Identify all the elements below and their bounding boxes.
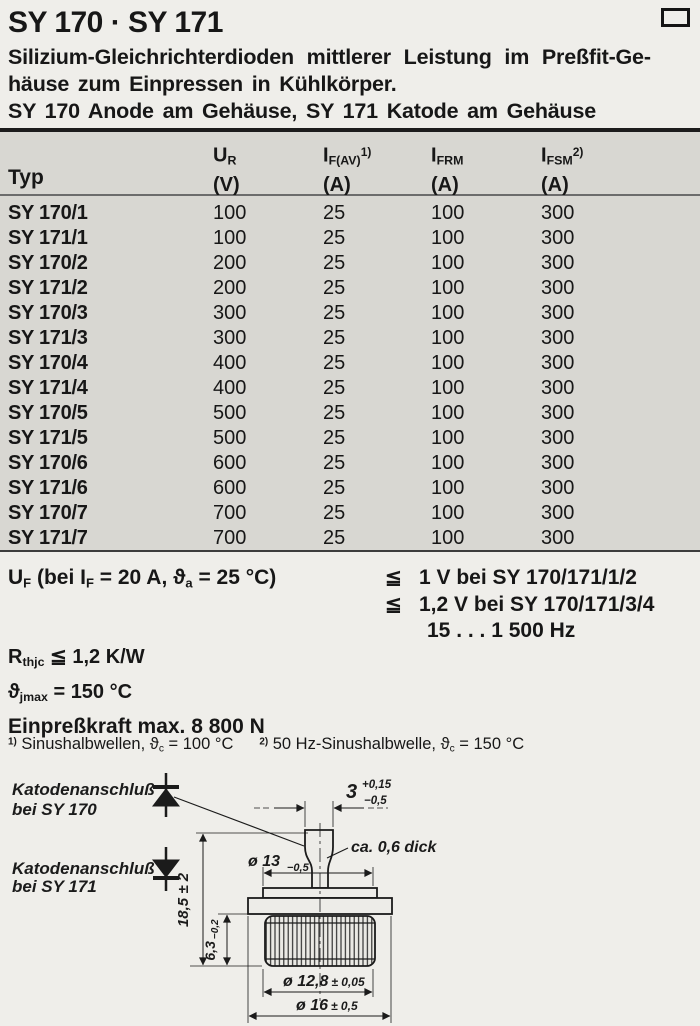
cell-ifsm: 300 (541, 202, 575, 224)
svg-text:ø 13: ø 13 (248, 853, 281, 870)
uf-value-line: ≦ 1,2 V bei SY 170/171/3/4 (385, 592, 654, 619)
package-drawing (0, 765, 700, 1026)
cell-typ: SY 171/3 (8, 327, 88, 349)
table-row (0, 401, 700, 426)
svg-text:ø 12,8± 0,05: ø 12,8 ± 0,05 (283, 973, 365, 990)
footnotes: $^{1)}$ Sinushalbwellen, $ϑ_c = 100$ °C $^{2)}$ 50 Hz-Sinushalbwelle, $ϑ_c = 150$ °C (8, 735, 525, 755)
corner-box-icon (661, 8, 690, 27)
table-row (0, 501, 700, 526)
table-row (0, 376, 700, 401)
column-header (431, 140, 541, 198)
cell-ifsm: 300 (541, 227, 575, 249)
cell-ifsm: 300 (541, 352, 575, 374)
press-force-line: Einpreßkraft max. 8 800 N (8, 715, 265, 739)
cell-ifsm: 300 (541, 427, 575, 449)
cell-ifav: 25 (323, 527, 346, 549)
cell-ifrm: 100 (431, 527, 465, 549)
cell-ifsm: 300 (541, 327, 575, 349)
table-header-row (0, 132, 700, 196)
cell-ifrm: 100 (431, 477, 465, 499)
cell-typ: SY 170/1 (8, 202, 88, 224)
cell-ifrm: 100 (431, 327, 465, 349)
page-title: SY 170 · SY 171 (8, 6, 223, 39)
cell-ifav: 25 (323, 252, 346, 274)
table-row (0, 526, 700, 551)
cell-ur: 500 (213, 402, 247, 424)
cell-ur: 700 (213, 502, 247, 524)
cell-ifav: 25 (323, 502, 346, 524)
cell-typ: SY 170/4 (8, 352, 88, 374)
footnote-marker: 2) (259, 736, 269, 748)
column-unit: (V) (213, 174, 240, 197)
cell-ifrm: 100 (431, 202, 465, 224)
column-symbol: $I_{FRM}$ (431, 144, 464, 168)
description (8, 44, 694, 125)
cell-typ: SY 171/1 (8, 227, 88, 249)
table-body (0, 196, 700, 551)
cell-ifsm: 300 (541, 377, 575, 399)
cell-ur: 200 (213, 252, 247, 274)
title-bar (8, 6, 692, 40)
cell-ifrm: 100 (431, 377, 465, 399)
table-row (0, 201, 700, 226)
diode-cathode-up-icon (153, 773, 179, 817)
svg-text:−0,5: −0,5 (364, 795, 387, 807)
cell-ifav: 25 (323, 327, 346, 349)
cell-ur: 100 (213, 227, 247, 249)
svg-text:6,3−0,2: $6,3_{-0,2}$ (202, 919, 221, 961)
uf-values (385, 565, 654, 644)
cell-ifav: 25 (323, 227, 346, 249)
ratings-table (0, 128, 700, 552)
cell-ifsm: 300 (541, 527, 575, 549)
table-row (0, 226, 700, 251)
leader-line (174, 797, 304, 846)
svg-text:3: 3 (346, 781, 358, 803)
cell-typ: SY 171/7 (8, 527, 88, 549)
uf-frequency-range: 15 . . . 1 500 Hz (427, 619, 576, 642)
svg-text:bei SY 170: bei SY 170 (12, 800, 97, 819)
cell-ifsm: 300 (541, 252, 575, 274)
cell-ur: 100 (213, 202, 247, 224)
cell-ifrm: 100 (431, 352, 465, 374)
cell-ifav: 25 (323, 477, 346, 499)
thickness-note: ca. 0,6 dick (351, 839, 437, 856)
rth-line: $R_{thjc}$ ≦ 1,2 K/W (8, 646, 145, 670)
column-unit: (A) (431, 174, 459, 197)
cell-ifrm: 100 (431, 302, 465, 324)
column-symbol: $U_R$ (213, 144, 237, 168)
cell-ifrm: 100 (431, 502, 465, 524)
cell-typ: SY 171/5 (8, 427, 88, 449)
footnote-marker: 1) (8, 736, 17, 748)
cell-ur: 300 (213, 302, 247, 324)
table-row (0, 351, 700, 376)
table-row (0, 326, 700, 351)
cell-ifav: 25 (323, 352, 346, 374)
cell-ifrm: 100 (431, 402, 465, 424)
cell-ifav: 25 (323, 277, 346, 299)
cell-ifav: 25 (323, 302, 346, 324)
description-line: häuse zum Einpressen in Kühlkörper. (8, 72, 397, 96)
svg-text:bei SY 171: bei SY 171 (12, 877, 97, 896)
column-header (323, 140, 431, 198)
table-column-headers (213, 140, 700, 198)
uf-condition: $U_F$ (bei $I_F = 20$ A, $ϑ_a = 25$ °C) (8, 566, 277, 591)
cell-ifrm: 100 (431, 452, 465, 474)
cell-typ: SY 170/2 (8, 252, 88, 274)
tjmax-line: $ϑ_{jmax} = 150$ °C (8, 681, 133, 705)
thermal-params (8, 642, 694, 742)
cell-typ: SY 171/6 (8, 477, 88, 499)
cell-ur: 400 (213, 352, 247, 374)
svg-text:+0,15: +0,15 (362, 779, 392, 791)
cell-ifsm: 300 (541, 452, 575, 474)
cell-ur: 700 (213, 527, 247, 549)
cell-ur: 200 (213, 277, 247, 299)
uf-value-line: ≦ 1 V bei SY 170/171/1/2 (385, 565, 654, 592)
svg-text:−0,5: −0,5 (287, 862, 309, 874)
description-line: SY 170 Anode am Gehäuse, SY 171 Katode am Gehäuse (8, 99, 596, 123)
column-symbol: $I_{F(AV)}^{1)}$ (323, 144, 372, 168)
cell-typ: SY 171/4 (8, 377, 88, 399)
column-header (213, 140, 323, 198)
cell-typ: SY 170/5 (8, 402, 88, 424)
cell-ifsm: 300 (541, 302, 575, 324)
cell-typ: SY 170/6 (8, 452, 88, 474)
cell-ifsm: 300 (541, 277, 575, 299)
description-line: Silizium-Gleichrichterdioden mittlerer Leistung im Preßfit-Ge- (8, 45, 651, 69)
leq-symbol: ≦ (385, 567, 402, 589)
typ-column-header: Typ (8, 166, 44, 189)
uf-section (8, 565, 694, 644)
table-row (0, 301, 700, 326)
table-row (0, 476, 700, 501)
leq-symbol: ≦ (385, 593, 402, 616)
cell-ifrm: 100 (431, 227, 465, 249)
cathode-label-sy171: Katodenanschluß (12, 859, 155, 878)
cell-typ: SY 170/3 (8, 302, 88, 324)
table-row (0, 451, 700, 476)
cell-ifrm: 100 (431, 427, 465, 449)
cell-ifrm: 100 (431, 252, 465, 274)
cathode-label-sy170: Katodenanschluß (12, 780, 155, 799)
cell-ifav: 25 (323, 402, 346, 424)
column-unit: (A) (541, 174, 569, 197)
table-row (0, 251, 700, 276)
cell-ifsm: 300 (541, 502, 575, 524)
cell-typ: SY 170/7 (8, 502, 88, 524)
table-row (0, 426, 700, 451)
cell-ifsm: 300 (541, 402, 575, 424)
cell-ur: 600 (213, 477, 247, 499)
svg-text:18,5 ± 2: 18,5 ± 2 (175, 872, 192, 928)
cell-ur: 500 (213, 427, 247, 449)
table-row (0, 276, 700, 301)
cell-ur: 300 (213, 327, 247, 349)
svg-text:ø 16± 0,5: ø 16 ± 0,5 (296, 997, 358, 1014)
column-header (541, 140, 700, 198)
cell-ifav: 25 (323, 427, 346, 449)
column-unit: (A) (323, 174, 351, 197)
cell-ifsm: 300 (541, 477, 575, 499)
cell-typ: SY 171/2 (8, 277, 88, 299)
cell-ifrm: 100 (431, 277, 465, 299)
cell-ifav: 25 (323, 202, 346, 224)
cell-ifav: 25 (323, 377, 346, 399)
column-symbol: $I_{FSM}^{2)}$ (541, 144, 584, 168)
cell-ifav: 25 (323, 452, 346, 474)
cell-ur: 600 (213, 452, 247, 474)
cell-ur: 400 (213, 377, 247, 399)
dim-height-knurl (218, 914, 250, 965)
